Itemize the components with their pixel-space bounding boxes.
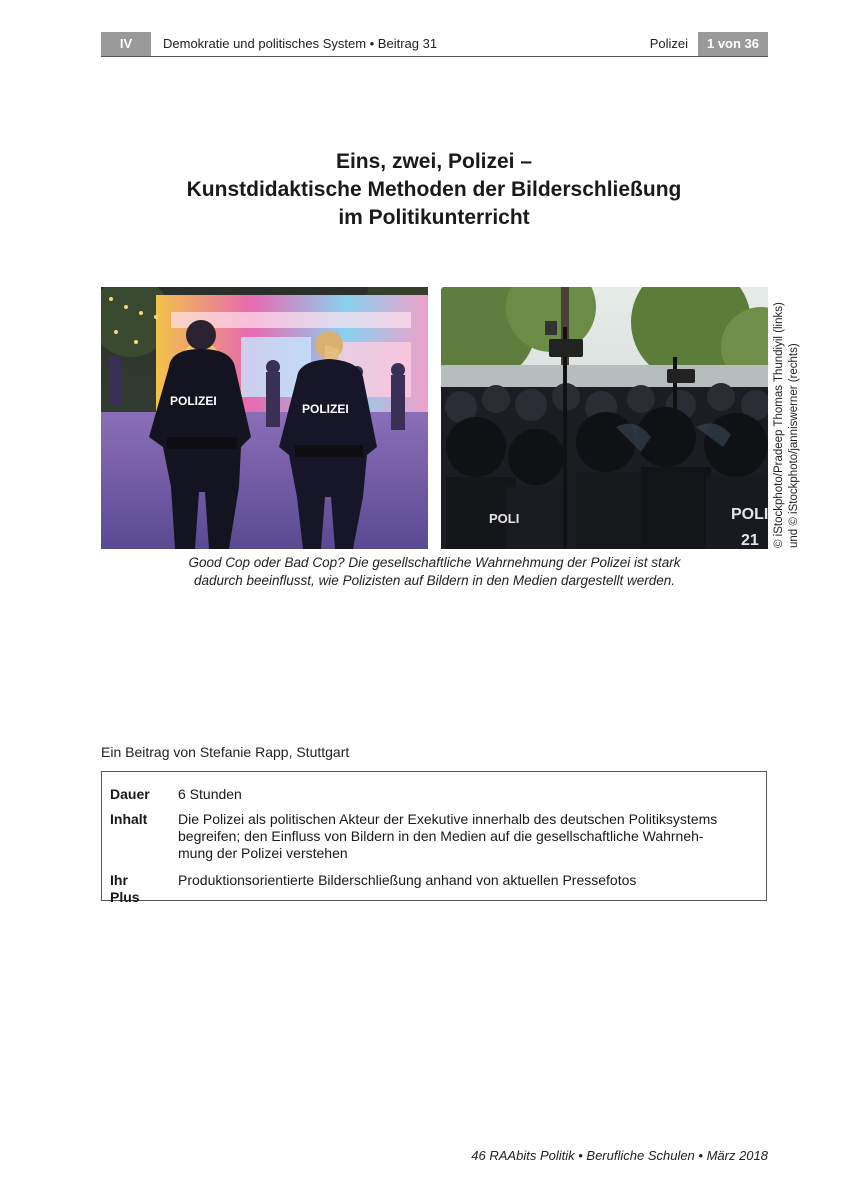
inhalt-label: Inhalt [110, 811, 148, 827]
info-box [101, 771, 767, 905]
page-footer: 46 RAAbits Politik • Berufliche Schulen • März 2018 [471, 1148, 768, 1163]
plus-label: Ihr Plus [110, 872, 140, 905]
photo-riot-police [441, 287, 768, 549]
right-vest-label-1: POLI [489, 511, 520, 526]
series-title: Demokratie und politisches System • Beitrag 31 [163, 36, 438, 51]
right-vest-number: 21 [741, 532, 759, 549]
left-vest-label-2: POLIZEI [302, 402, 349, 416]
title-line-3: im Politikunterricht [338, 206, 530, 229]
inhalt-line-1: Die Polizei als politischen Akteur der Exekutive innerhalb des deutschen Politiksystems [178, 811, 718, 827]
caption-line-2: dadurch beeinflusst, wie Polizisten auf Bildern in den Medien dargestellt werden. [193, 573, 676, 588]
title-line-2: Kunstdidaktische Methoden der Bilderschließung [186, 178, 682, 201]
title-line-1: Eins, zwei, Polizei – [335, 150, 533, 173]
topic-label: Polizei [649, 36, 688, 51]
left-vest-label-1: POLIZEI [170, 394, 217, 408]
photo-credit-line-1: © iStockphoto/Pradeep Thomas Thundiyil (links) [773, 302, 785, 548]
inhalt-line-3: mung der Polizei verstehen [178, 845, 348, 861]
author-line: Ein Beitrag von Stefanie Rapp, Stuttgart [101, 744, 350, 760]
dauer-label: Dauer [110, 786, 150, 802]
section-number: IV [101, 32, 151, 56]
plus-value: Produktionsorientierte Bilderschließung anhand von aktuellen Pressefotos [178, 872, 637, 888]
page-indicator: 1 von 36 [698, 32, 768, 56]
photo-credit [772, 286, 806, 548]
photo-police-fairground [101, 287, 428, 549]
inhalt-value [178, 811, 762, 862]
dauer-value: 6 Stunden [178, 786, 242, 802]
photo-caption [101, 554, 768, 590]
photo-credit-line-2: und © iStockphoto/janniswerner (rechts) [788, 343, 800, 548]
page-header [101, 32, 768, 57]
caption-line-1: Good Cop oder Bad Cop? Die gesellschaftliche Wahrnehmung der Polizei ist stark [188, 555, 681, 570]
inhalt-line-2: begreifen; den Einfluss von Bildern in den Medien auf die gesellschaftliche Wahrneh- [178, 828, 704, 844]
right-vest-label-2: POLI [731, 506, 768, 523]
